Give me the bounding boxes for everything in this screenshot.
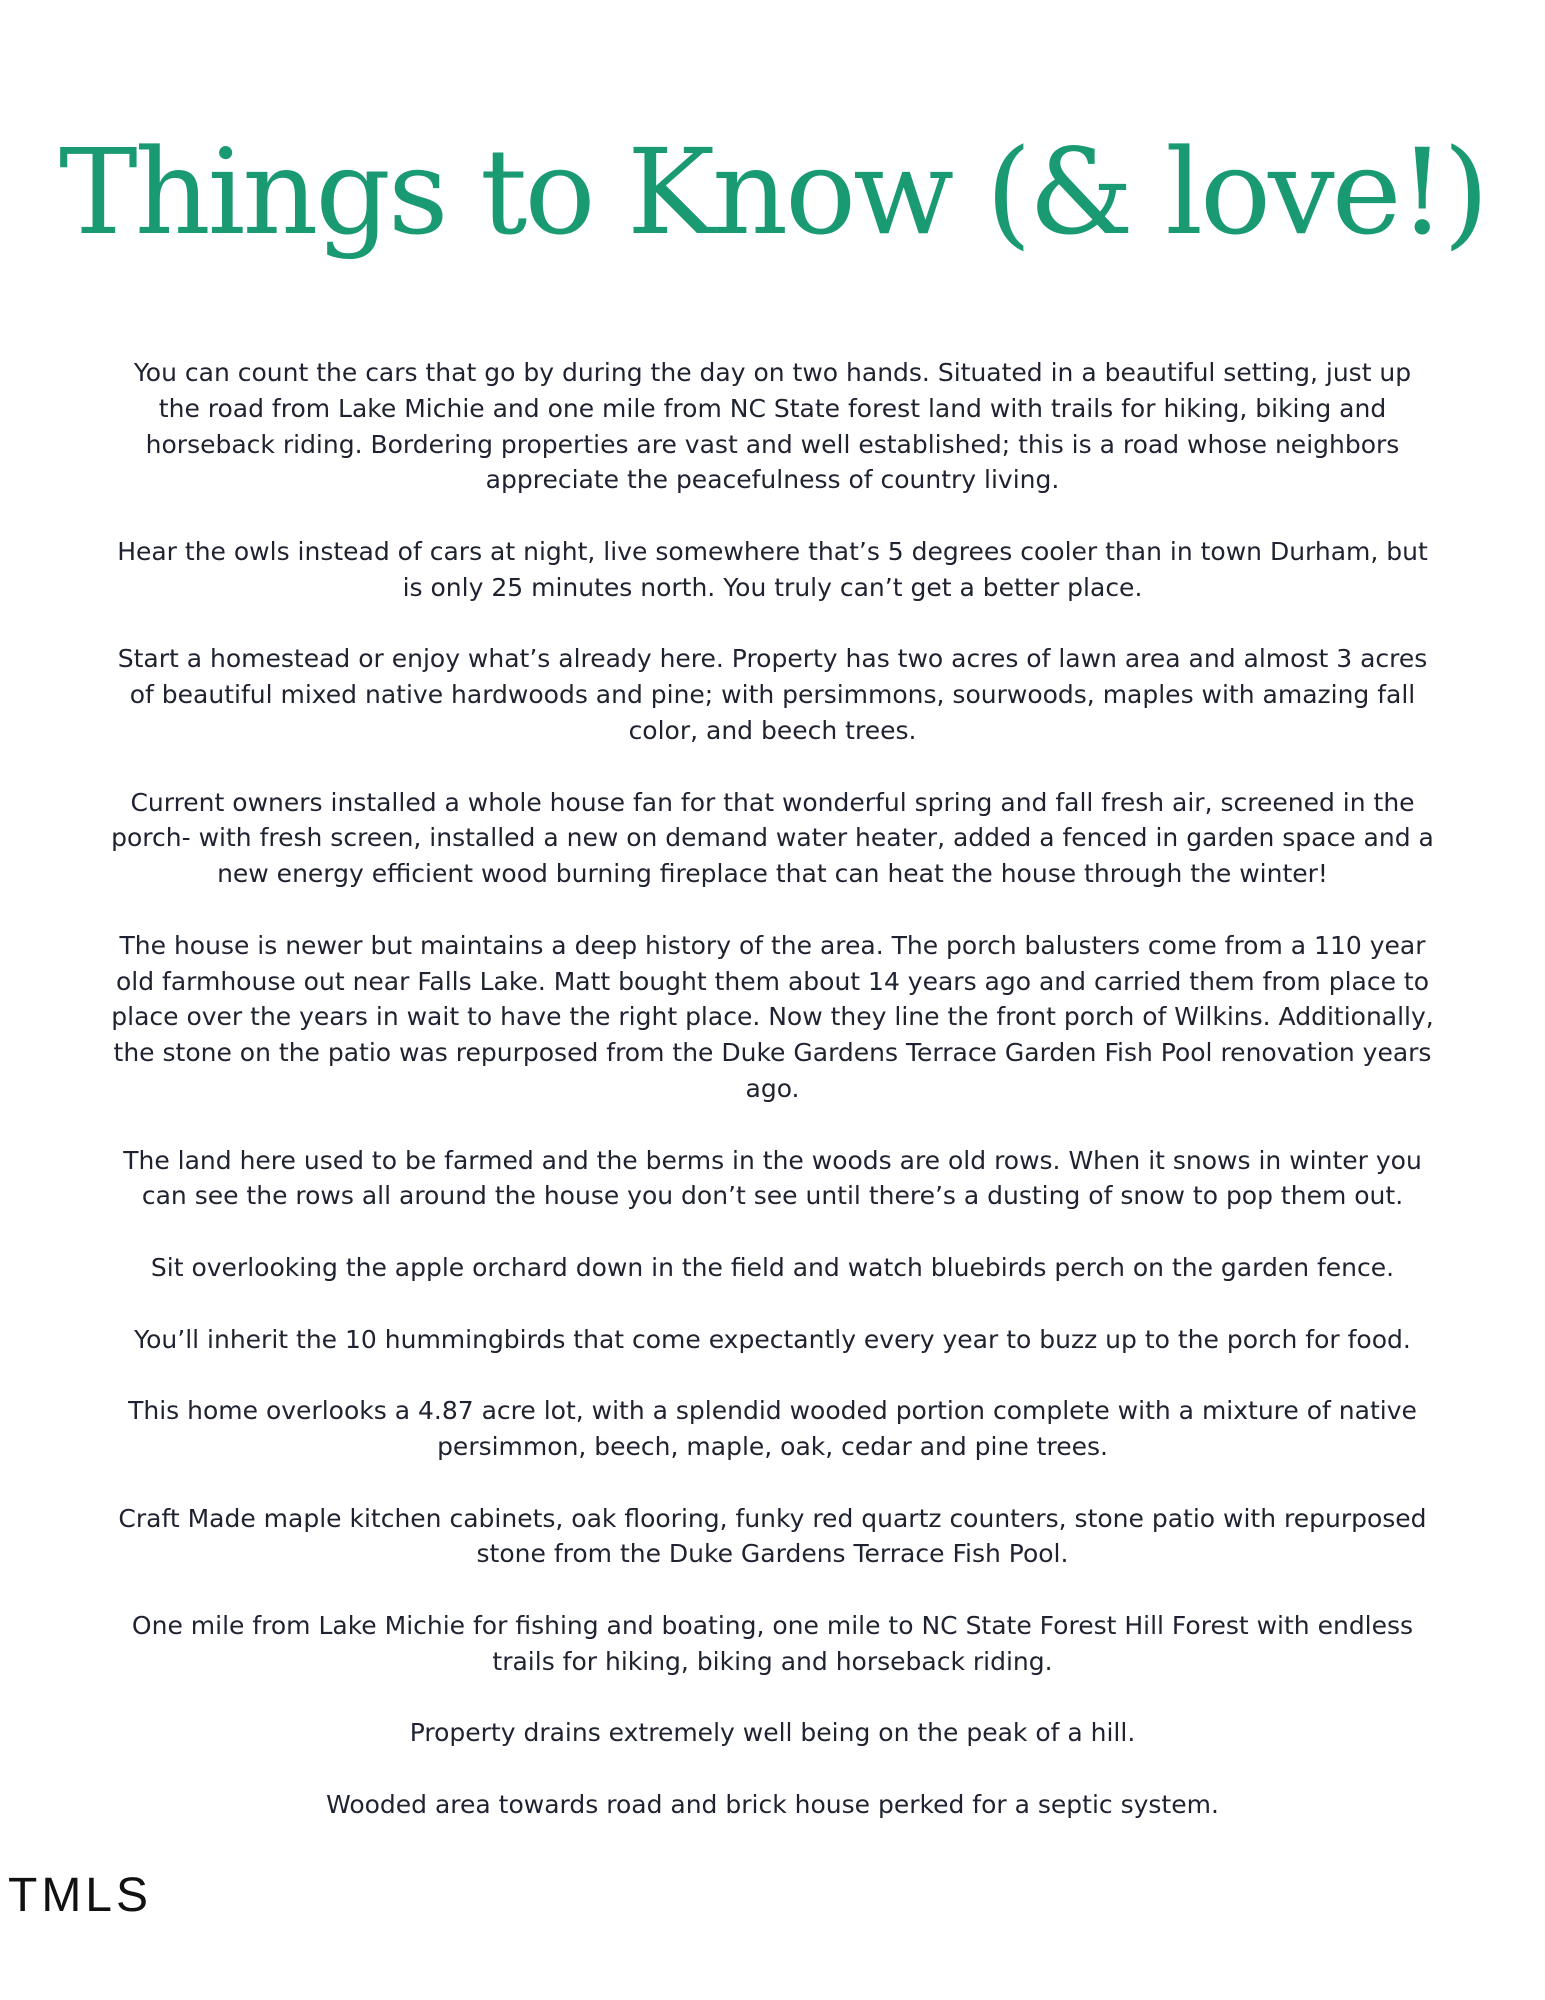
- paragraph-homestead: Start a homestead or enjoy what’s already here. Property has two acres of lawn area and almost 3 acres of beautiful mixed native hardwoods and pine; with persimmons, sourwoods, maples with amazing fall color, and beech trees.: [117, 644, 1428, 745]
- description-body: [110, 355, 1435, 1858]
- paragraph-kitchen: Craft Made maple kitchen cabinets, oak flooring, funky red quartz counters, stone patio with repurposed stone from the Duke Gardens Terrace Fish Pool.: [118, 1503, 1427, 1569]
- paragraph-quiet-road: You can count the cars that go by during the day on two hands. Situated in a beautiful setting, just up the road from Lake Michie and one mile from NC State forest land with trails for hiking, biking and horseback riding. Bordering properties are vast and well established; this is a road whose neighbors appreciate the peacefulness of country living.: [133, 358, 1412, 495]
- paragraph-orchard: Sit overlooking the apple orchard down in the field and watch bluebirds perch on the garden fence.: [150, 1252, 1395, 1282]
- paragraph-land: The land here used to be farmed and the berms in the woods are old rows. When it snows in winter you can see the rows all around the house you don’t see until there’s a dusting of snow to pop them out.: [123, 1145, 1422, 1211]
- paragraph-owls: Hear the owls instead of cars at night, live somewhere that’s 5 degrees cooler than in town Durham, but is only 25 minutes north. You truly can’t get a better place.: [117, 536, 1428, 602]
- paragraph-hummingbirds: You’ll inherit the 10 hummingbirds that come expectantly every year to buzz up to the porch for food.: [134, 1324, 1411, 1354]
- page-title: Things to Know (& love!): [58, 123, 1487, 261]
- paragraph-history: The house is newer but maintains a deep history of the area. The porch balusters come from a 110 year old farmhouse out near Falls Lake. Matt bought them about 14 years ago and carried them from place to place over the years in wait to have the right place. Now they line the front porch of Wilkins. Additionally, the stone on the patio was repurposed from the Duke Gardens Terrace Garden Fish Pool renovation years ago.: [111, 930, 1434, 1103]
- paragraph-recreation: One mile from Lake Michie for fishing and boating, one mile to NC State Forest Hill Forest with endless trails for hiking, biking and horseback riding.: [131, 1610, 1414, 1676]
- paragraph-septic: Wooded area towards road and brick house perked for a septic system.: [326, 1789, 1219, 1819]
- paragraph-lot: This home overlooks a 4.87 acre lot, with a splendid wooded portion complete with a mixture of native persimmon, beech, maple, oak, cedar and pine trees.: [128, 1396, 1417, 1461]
- tmls-logo: TMLS: [8, 1869, 153, 1922]
- paragraph-upgrades: Current owners installed a whole house fan for that wonderful spring and fall fresh air, screened in the porch- with fresh screen, installed a new on demand water heater, added a fenced in garden space and a new energy efficient wood burning fireplace that can heat the house through the winter!: [111, 787, 1434, 889]
- paragraph-drainage: Property drains extremely well being on the peak of a hill.: [409, 1718, 1136, 1748]
